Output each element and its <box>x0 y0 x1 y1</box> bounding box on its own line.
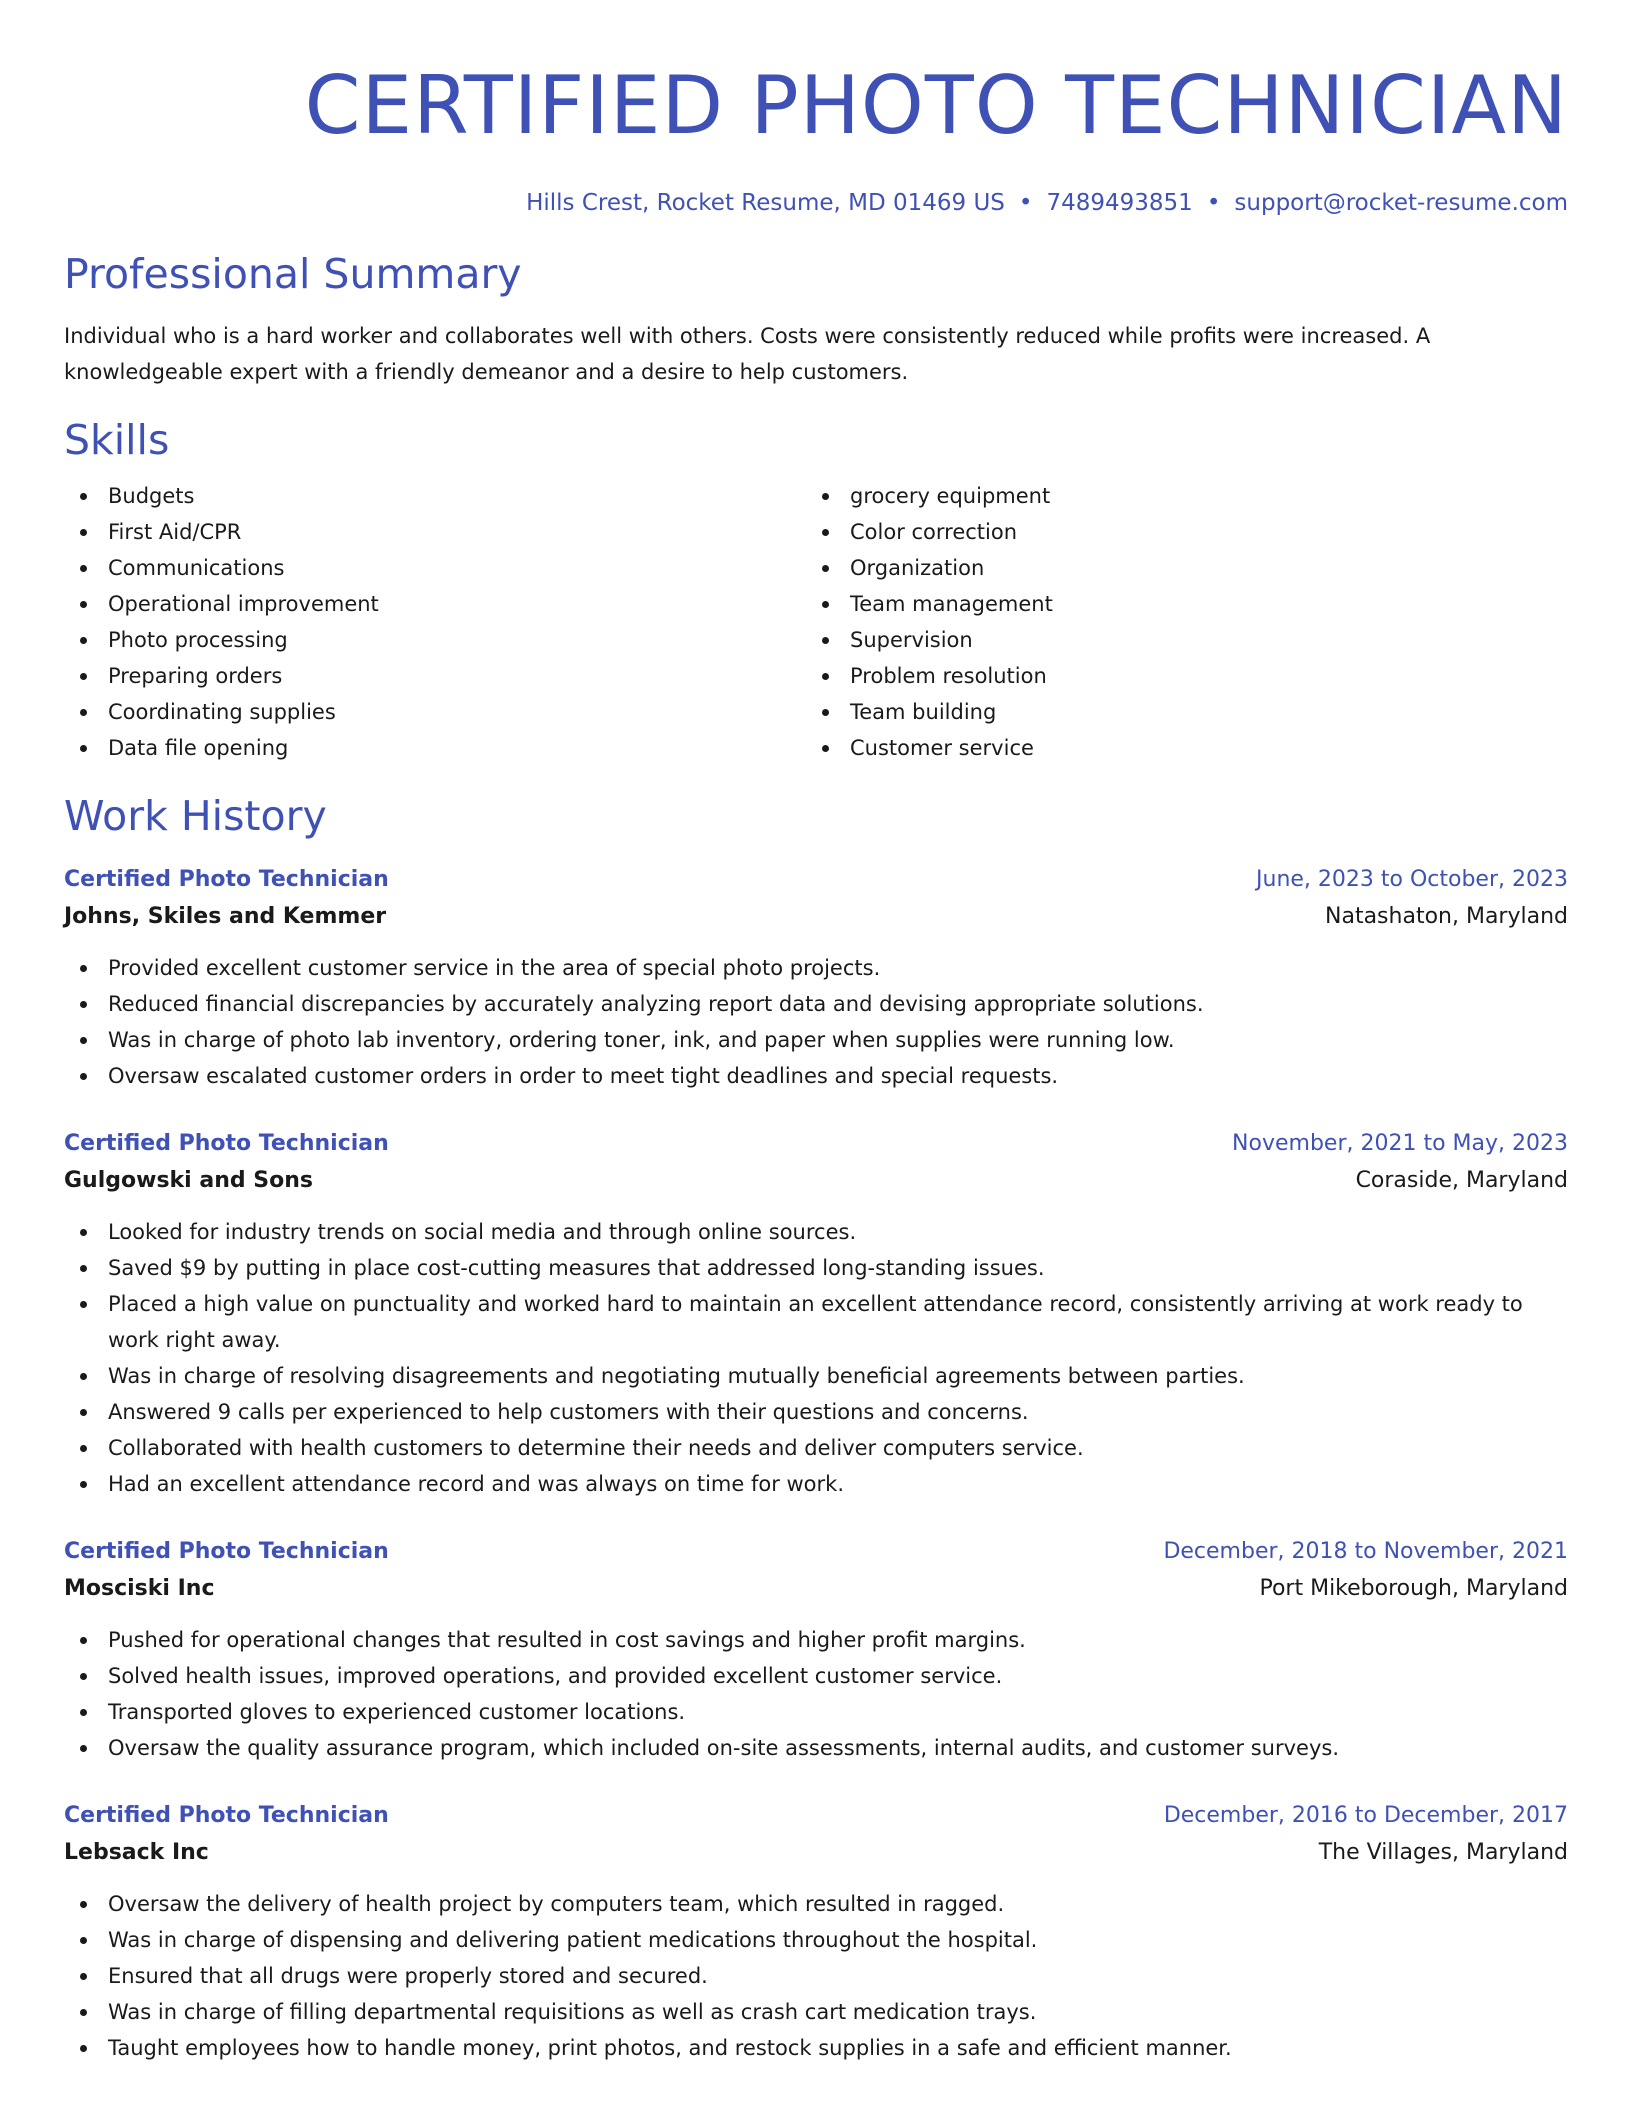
resume-page <box>64 0 1568 2066</box>
job-company: Lebsack Inc <box>64 1840 209 1865</box>
contact-separator: • <box>1018 190 1033 216</box>
job-company: Johns, Skiles and Kemmer <box>64 904 387 929</box>
skill-item: Coordinating supplies <box>64 694 806 730</box>
skill-item: Communications <box>64 550 806 586</box>
job-subheader <box>64 1162 1568 1200</box>
job-location: Natashaton, Maryland <box>1325 904 1568 929</box>
job-company: Gulgowski and Sons <box>64 1168 314 1193</box>
job-dates: November, 2021 to May, 2023 <box>1232 1131 1568 1156</box>
job-bullets <box>64 1886 1568 2066</box>
resume-title: CERTIFIED PHOTO TECHNICIAN <box>304 59 1568 152</box>
job-bullet: Looked for industry trends on social media and through online sources. <box>64 1214 1568 1250</box>
job-dates: June, 2023 to October, 2023 <box>1256 867 1568 892</box>
job-entry <box>64 1534 1568 1766</box>
job-title: Certified Photo Technician <box>64 1539 389 1564</box>
skill-item: Problem resolution <box>806 658 1548 694</box>
job-location: The Villages, Maryland <box>1318 1840 1568 1865</box>
skills-column-right <box>806 478 1548 766</box>
skill-item: grocery equipment <box>806 478 1548 514</box>
job-dates: December, 2018 to November, 2021 <box>1163 1539 1568 1564</box>
job-dates: December, 2016 to December, 2017 <box>1163 1803 1568 1828</box>
job-bullet: Solved health issues, improved operations, and provided excellent customer service. <box>64 1658 1568 1694</box>
skill-item: Preparing orders <box>64 658 806 694</box>
skill-item: Supervision <box>806 622 1548 658</box>
job-header <box>64 1126 1568 1162</box>
summary-text: Individual who is a hard worker and collaborates well with others. Costs were consistently reduced while profits were increased. A knowledgeable expert with a friendly demeanor and a desire to help customers. <box>64 324 1431 384</box>
job-bullet: Reduced financial discrepancies by accurately analyzing report data and devising appropriate solutions. <box>64 986 1568 1022</box>
job-bullet: Was in charge of dispensing and delivering patient medications throughout the hospital. <box>64 1922 1568 1958</box>
job-bullet: Pushed for operational changes that resulted in cost savings and higher profit margins. <box>64 1622 1568 1658</box>
job-subheader <box>64 1834 1568 1872</box>
skills-heading: Skills <box>64 416 170 464</box>
job-bullet: Provided excellent customer service in the area of special photo projects. <box>64 950 1568 986</box>
job-bullet: Was in charge of resolving disagreements and negotiating mutually beneficial agreements between parties. <box>64 1358 1568 1394</box>
job-entry <box>64 1126 1568 1502</box>
skill-item: Operational improvement <box>64 586 806 622</box>
job-bullet: Transported gloves to experienced customer locations. <box>64 1694 1568 1730</box>
job-bullet: Was in charge of filling departmental requisitions as well as crash cart medication trays. <box>64 1994 1568 2030</box>
job-bullet: Taught employees how to handle money, print photos, and restock supplies in a safe and efficient manner. <box>64 2030 1568 2066</box>
skill-item: Customer service <box>806 730 1548 766</box>
skills-column-left <box>64 478 806 766</box>
job-header <box>64 862 1568 898</box>
job-bullets <box>64 1622 1568 1766</box>
job-location: Port Mikeborough, Maryland <box>1259 1576 1568 1601</box>
contact-address: Hills Crest, Rocket Resume, MD 01469 US <box>526 190 1005 216</box>
skills-list <box>64 478 1568 766</box>
job-bullets <box>64 1214 1568 1502</box>
job-bullet: Oversaw the quality assurance program, which included on-site assessments, internal audits, and customer surveys. <box>64 1730 1568 1766</box>
job-bullet: Placed a high value on punctuality and worked hard to maintain an excellent attendance record, consistently arriving at work ready to work right away. <box>64 1286 1568 1358</box>
skill-item: Photo processing <box>64 622 806 658</box>
job-bullet: Collaborated with health customers to determine their needs and deliver computers service. <box>64 1430 1568 1466</box>
skill-item: Data file opening <box>64 730 806 766</box>
job-bullets <box>64 950 1568 1094</box>
job-subheader <box>64 1570 1568 1608</box>
skill-item: Team building <box>806 694 1548 730</box>
summary-heading: Professional Summary <box>64 250 522 298</box>
job-entry <box>64 862 1568 1094</box>
contact-email[interactable]: support@rocket-resume.com <box>1234 190 1568 216</box>
job-bullet: Oversaw the delivery of health project by computers team, which resulted in ragged. <box>64 1886 1568 1922</box>
job-company: Mosciski Inc <box>64 1576 215 1601</box>
skill-item: Organization <box>806 550 1548 586</box>
job-location: Coraside, Maryland <box>1355 1168 1568 1193</box>
skill-item: Color correction <box>806 514 1548 550</box>
job-bullet: Answered 9 calls per experienced to help customers with their questions and concerns. <box>64 1394 1568 1430</box>
skill-item: First Aid/CPR <box>64 514 806 550</box>
job-bullet: Had an excellent attendance record and was always on time for work. <box>64 1466 1568 1502</box>
skill-item: Team management <box>806 586 1548 622</box>
job-title: Certified Photo Technician <box>64 867 389 892</box>
job-header <box>64 1534 1568 1570</box>
job-header <box>64 1798 1568 1834</box>
skill-item: Budgets <box>64 478 806 514</box>
job-bullet: Oversaw escalated customer orders in order to meet tight deadlines and special requests. <box>64 1058 1568 1094</box>
contact-separator: • <box>1206 190 1221 216</box>
contact-line <box>64 188 1568 218</box>
job-title: Certified Photo Technician <box>64 1803 389 1828</box>
job-bullet: Was in charge of photo lab inventory, ordering toner, ink, and paper when supplies were running low. <box>64 1022 1568 1058</box>
contact-phone: 7489493851 <box>1046 190 1193 216</box>
work-history-heading: Work History <box>64 792 327 840</box>
job-entry <box>64 1798 1568 2066</box>
job-title: Certified Photo Technician <box>64 1131 389 1156</box>
job-bullet: Ensured that all drugs were properly stored and secured. <box>64 1958 1568 1994</box>
job-bullet: Saved $9 by putting in place cost-cutting measures that addressed long-standing issues. <box>64 1250 1568 1286</box>
job-subheader <box>64 898 1568 936</box>
